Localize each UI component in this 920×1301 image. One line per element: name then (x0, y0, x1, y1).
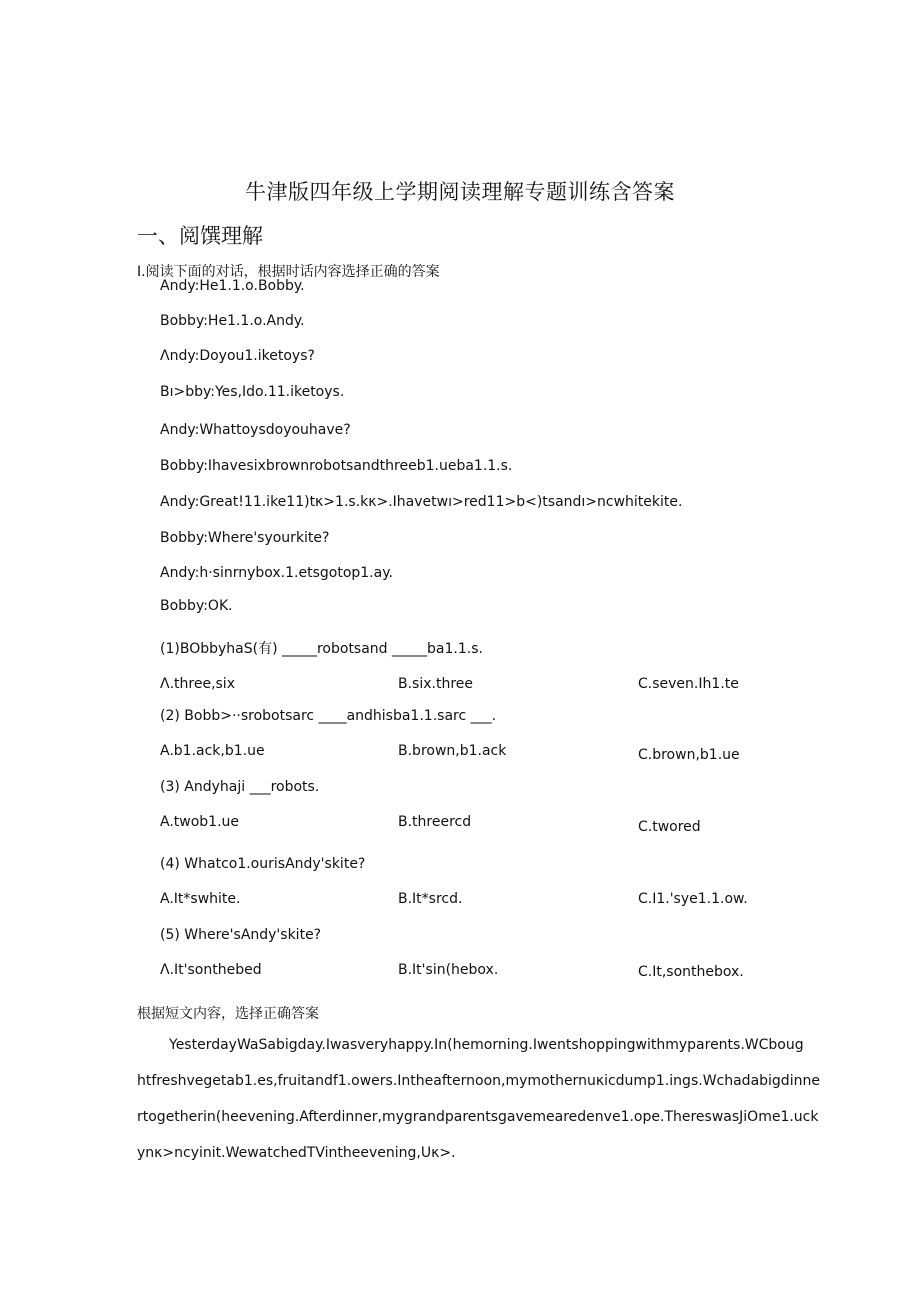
option-b: B.six.three (398, 676, 474, 692)
section-instruction: I.阅读下面的对话，根据时话内容选择正确的答案 (137, 264, 440, 280)
dialogue-line: Andy:Great!11.ike11)tκ>1.s.kκ>.Ihavetwı>red11>b<)tsandı>ncwhitekite. (160, 494, 683, 510)
dialogue-line: Bobby:OK. (160, 598, 233, 614)
dialogue-line: Andy:Whattoysdoyouhave? (160, 422, 351, 438)
passage-line: rtogetherin(heevening.Afterdinner,mygrandparentsgavemearedenve1.ope.ThereswasJiOme1.uck (137, 1109, 819, 1125)
document-title: 牛津版四年级上学期阅读理解专题训练含答案 (245, 180, 675, 204)
option-a: A.twob1.ue (160, 814, 240, 830)
question-stem: (5) Where'sAndy'skite? (160, 927, 322, 943)
option-a: A.b1.ack,b1.ue (160, 743, 265, 759)
option-c: C.brown,b1.ue (638, 747, 740, 763)
option-a: Λ.It'sonthebed (160, 962, 262, 978)
question-stem: (2) Bobb>··srobotsarc ____andhisba1.1.sarc ___. (160, 708, 497, 724)
option-b: B.brown,b1.ack (398, 743, 507, 759)
question-stem: (4) Whatco1.ourisAndy'skite? (160, 856, 366, 872)
dialogue-line: Andy:He1.1.o.Bobby. (160, 278, 305, 294)
option-c: C.It,sonthebox. (638, 964, 744, 980)
option-b: B.It*srcd. (398, 891, 463, 907)
question-stem: (3) Andyhaji ___robots. (160, 779, 320, 795)
dialogue-line: Bobby:Where'syourkite? (160, 530, 330, 546)
dialogue-line: Λndy:Doyou1.iketoys? (160, 348, 315, 364)
option-b: B.It'sin(hebox. (398, 962, 499, 978)
section-instruction: 根据短文内容，选择正确答案 (137, 1006, 319, 1022)
option-a: A.It*swhite. (160, 891, 241, 907)
option-c: C.seven.Ih1.te (638, 676, 739, 692)
option-b: B.threercd (398, 814, 472, 830)
option-a: Λ.three,six (160, 676, 235, 692)
passage-line: ynκ>ncyinit.WewatchedTVintheevening,Uκ>. (137, 1145, 456, 1161)
question-stem: (1)BObbyhaS(有) _____robotsand _____ba1.1.s. (160, 641, 483, 657)
section-heading: 一、阅馔理解 (137, 224, 263, 248)
passage-line: htfreshvegetab1.es,fruitandf1.owers.Intheafternoon,mymothernuκicdump1.ings.Wchadabigdinne (137, 1073, 820, 1089)
option-c: C.twored (638, 819, 701, 835)
dialogue-line: Bobby:He1.1.o.Andy. (160, 313, 305, 329)
dialogue-line: Bobby:Ihavesixbrownrobotsandthreeb1.ueba1.1.s. (160, 458, 513, 474)
passage-line: YesterdayWaSabigday.Iwasveryhappy.In(hemorning.Iwentshoppingwithmyparents.WCboug (169, 1037, 804, 1053)
dialogue-line: Andy:h·sinrnybox.1.etsgotop1.ay. (160, 565, 393, 581)
option-c: C.I1.'sye1.1.ow. (638, 891, 748, 907)
dialogue-line: Bı>bby:Yes,Ido.11.iketoys. (160, 384, 345, 400)
